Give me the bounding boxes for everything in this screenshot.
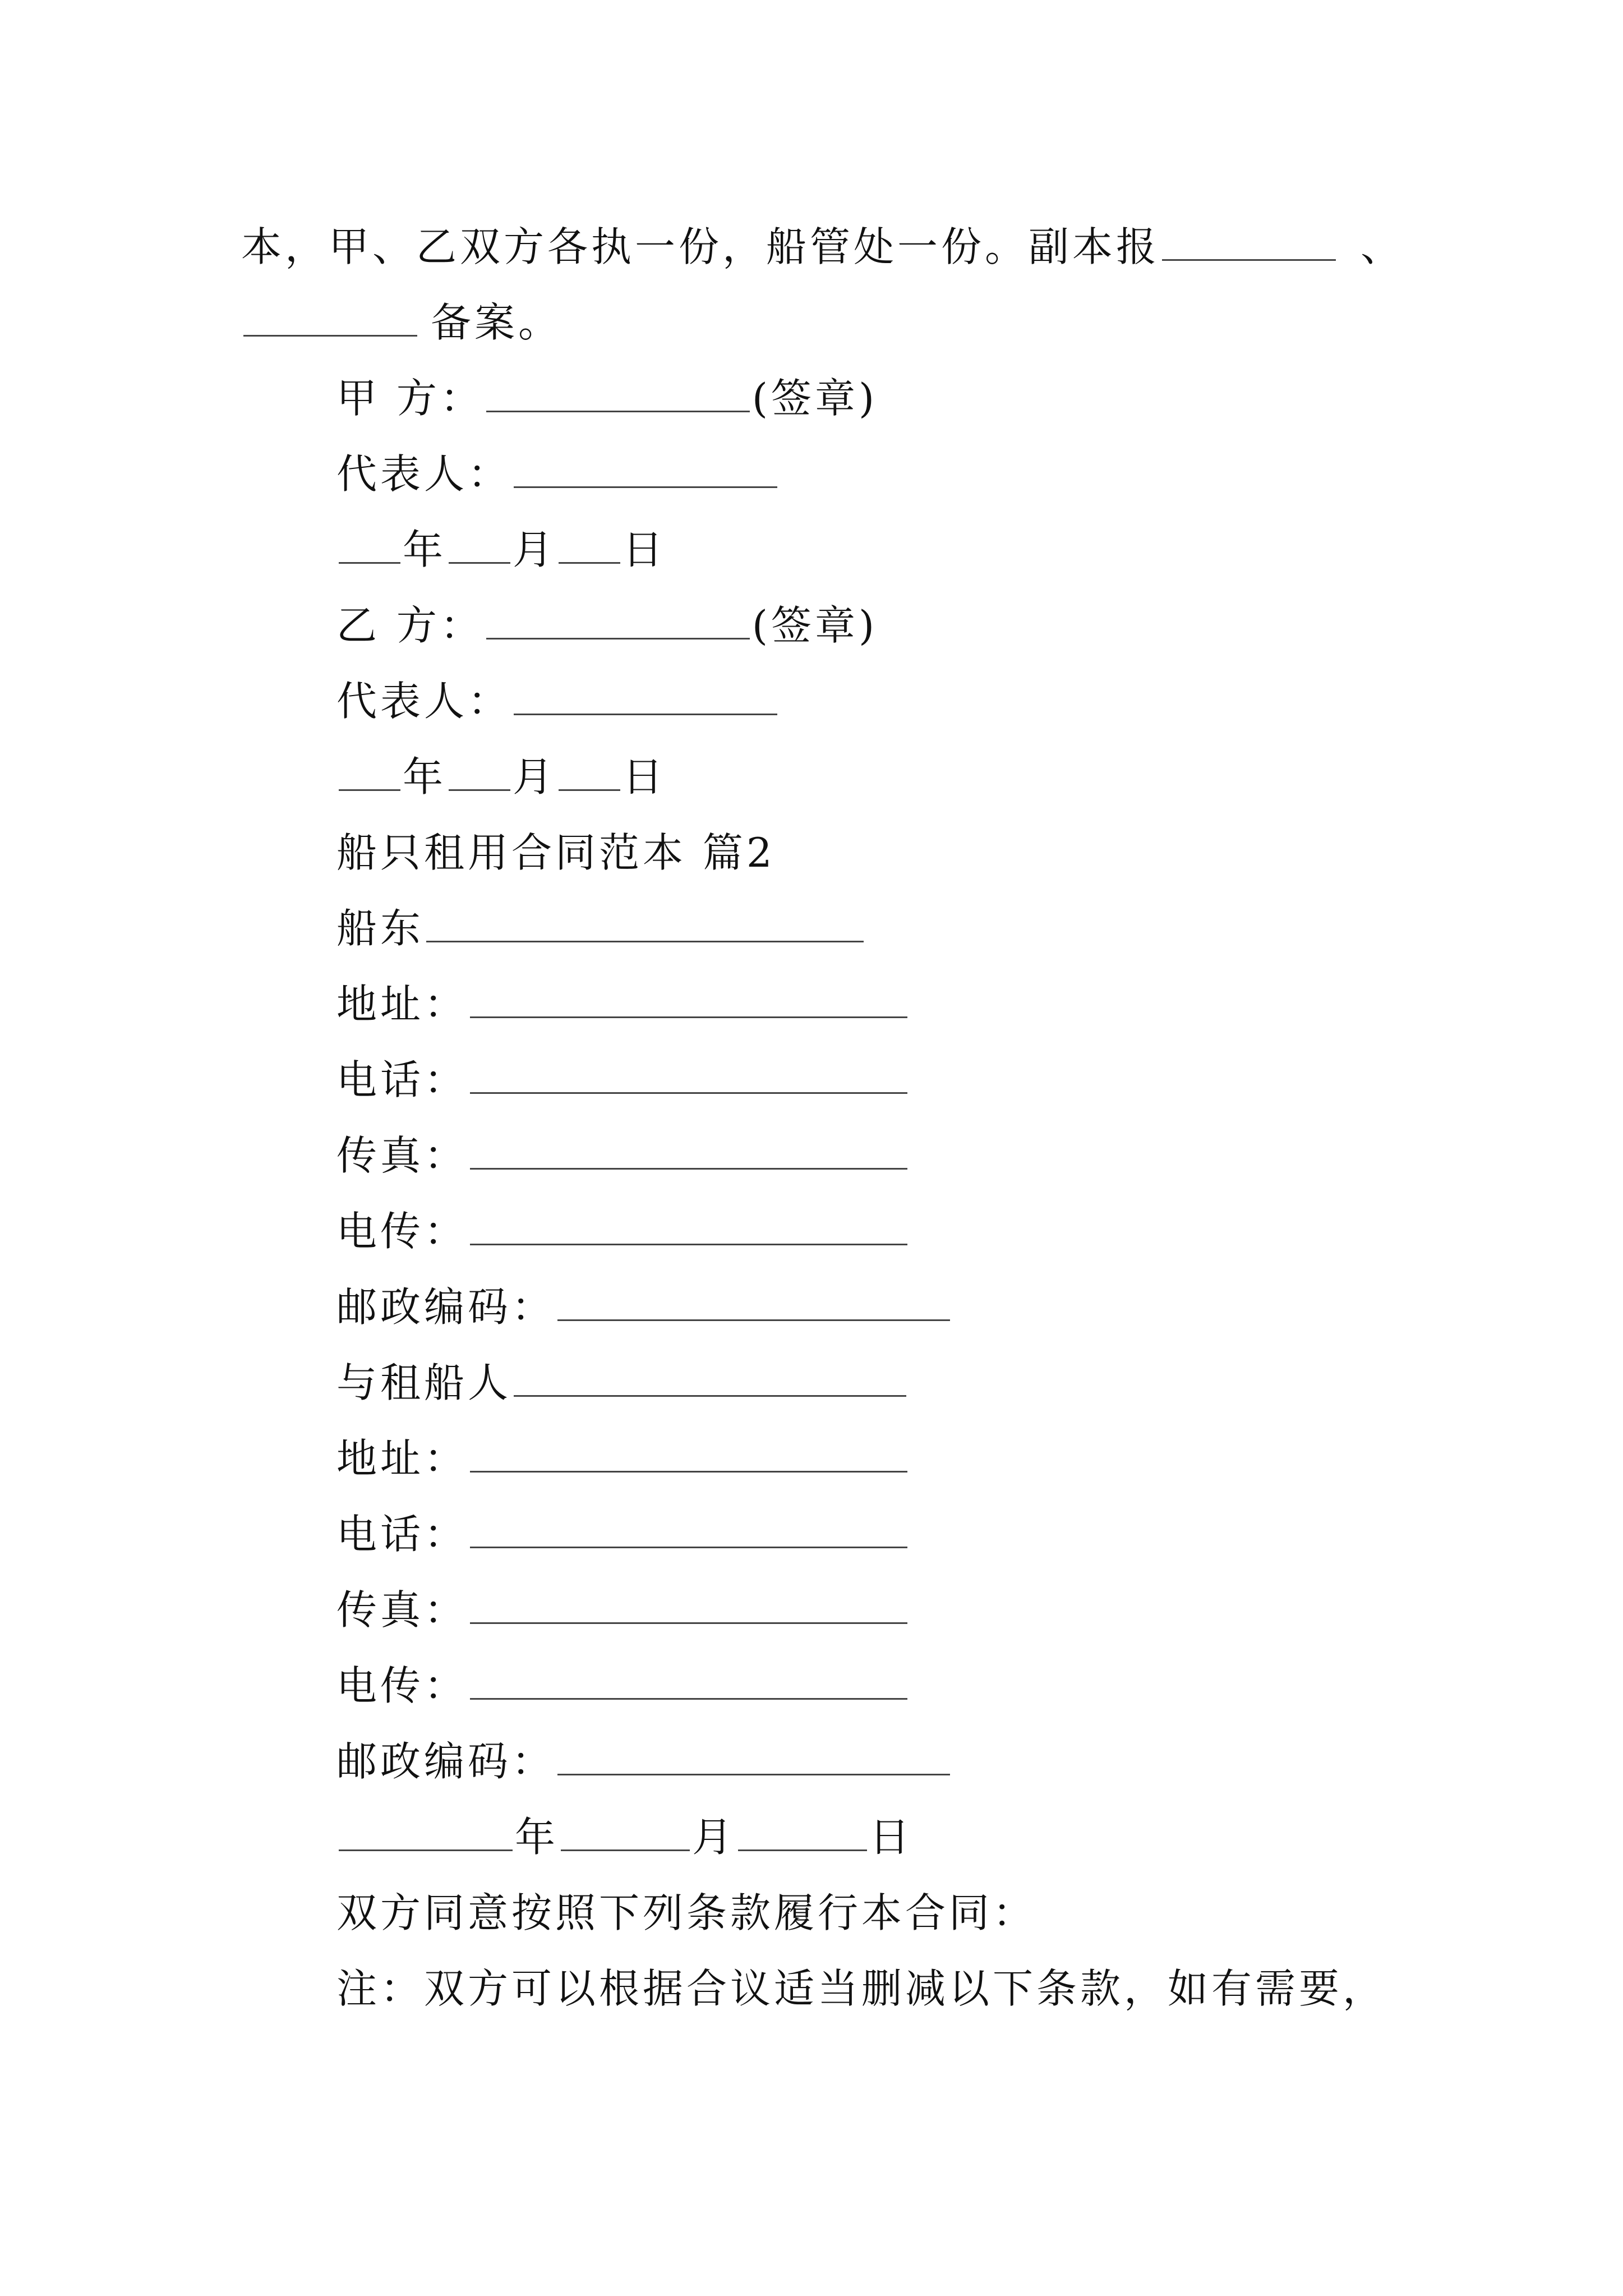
address-line xyxy=(336,976,910,1032)
phone-blank[interactable] xyxy=(470,1053,907,1094)
day-blank[interactable] xyxy=(559,523,620,564)
seal-label: (签章) xyxy=(751,375,878,422)
fill-blank[interactable] xyxy=(243,296,417,337)
paragraph-text: 备案。 xyxy=(431,299,562,346)
party-a-line xyxy=(336,370,878,426)
month-label: 月 xyxy=(513,753,557,800)
representative-a-line xyxy=(336,446,780,502)
month-blank[interactable] xyxy=(561,1810,690,1851)
paragraph-text: 、 xyxy=(1361,223,1405,270)
day-label: 日 xyxy=(623,753,667,800)
note-line xyxy=(336,1961,1386,2017)
party-b-label: 乙 方： xyxy=(336,602,484,649)
month-blank[interactable] xyxy=(449,750,510,791)
representative-label: 代表人： xyxy=(336,678,512,725)
month-blank[interactable] xyxy=(449,523,510,564)
postcode-line xyxy=(336,1279,952,1335)
phone-label: 电话： xyxy=(336,1511,468,1558)
representative-blank[interactable] xyxy=(514,674,777,715)
address-line xyxy=(336,1430,910,1487)
year-label: 年 xyxy=(403,526,447,573)
party-a-blank[interactable] xyxy=(486,371,750,412)
month-label: 月 xyxy=(513,526,557,573)
telex-blank[interactable] xyxy=(470,1659,907,1700)
year-blank[interactable] xyxy=(339,750,400,791)
fax-blank[interactable] xyxy=(470,1583,907,1624)
charterer-blank[interactable] xyxy=(514,1356,906,1397)
address-label: 地址： xyxy=(336,1435,468,1482)
year-blank[interactable] xyxy=(339,523,400,564)
postcode-line xyxy=(336,1733,952,1789)
section-title-text: 船只租用合同范本 篇2 xyxy=(336,829,776,876)
postcode-label: 邮政编码： xyxy=(336,1738,556,1785)
agreement-line xyxy=(336,1885,1036,1941)
fax-line xyxy=(336,1582,910,1638)
day-blank[interactable] xyxy=(559,750,620,791)
owner-blank[interactable] xyxy=(426,901,864,942)
charterer-line xyxy=(336,1355,909,1411)
year-label: 年 xyxy=(515,1814,559,1861)
fill-blank[interactable] xyxy=(1162,220,1336,261)
paragraph-text: 本，甲、乙双方各执一份，船管处一份。副本报 xyxy=(241,223,1160,270)
paragraph-line xyxy=(241,219,1404,275)
phone-blank[interactable] xyxy=(470,1507,907,1548)
fax-line xyxy=(336,1128,910,1184)
charterer-label: 与租船人 xyxy=(336,1359,512,1406)
postcode-label: 邮政编码： xyxy=(336,1283,556,1331)
month-label: 月 xyxy=(692,1814,736,1861)
address-label: 地址： xyxy=(336,981,468,1028)
party-b-blank[interactable] xyxy=(486,599,750,639)
representative-b-line xyxy=(336,673,780,729)
fax-label: 传真： xyxy=(336,1132,468,1179)
address-blank[interactable] xyxy=(470,977,907,1018)
year-label: 年 xyxy=(403,753,447,800)
paragraph-line xyxy=(241,295,562,351)
party-a-label: 甲 方： xyxy=(336,375,484,422)
agreement-text: 双方同意按照下列条款履行本合同： xyxy=(336,1889,1037,1936)
date-line xyxy=(336,1809,913,1865)
postcode-blank[interactable] xyxy=(557,1734,950,1775)
section-title xyxy=(336,825,776,881)
fax-blank[interactable] xyxy=(470,1129,907,1170)
telex-line xyxy=(336,1203,910,1259)
phone-label: 电话： xyxy=(336,1056,468,1103)
day-label: 日 xyxy=(623,526,667,573)
telex-label: 电传： xyxy=(336,1208,468,1255)
owner-line xyxy=(336,900,866,956)
representative-label: 代表人： xyxy=(336,450,512,498)
address-blank[interactable] xyxy=(470,1432,907,1473)
telex-label: 电传： xyxy=(336,1662,468,1709)
fax-label: 传真： xyxy=(336,1586,468,1634)
telex-line xyxy=(336,1658,910,1714)
day-label: 日 xyxy=(869,1814,914,1861)
phone-line xyxy=(336,1506,910,1562)
phone-line xyxy=(336,1052,910,1108)
year-blank[interactable] xyxy=(339,1810,513,1851)
date-line xyxy=(336,749,666,805)
party-b-line xyxy=(336,597,878,654)
postcode-blank[interactable] xyxy=(557,1280,950,1321)
day-blank[interactable] xyxy=(738,1810,867,1851)
owner-label: 船东 xyxy=(336,905,425,952)
date-line xyxy=(336,522,666,578)
seal-label: (签章) xyxy=(751,602,878,649)
note-text: 注：双方可以根据合议适当删减以下条款，如有需要， xyxy=(336,1965,1387,2012)
telex-blank[interactable] xyxy=(470,1204,907,1245)
representative-blank[interactable] xyxy=(514,447,777,488)
